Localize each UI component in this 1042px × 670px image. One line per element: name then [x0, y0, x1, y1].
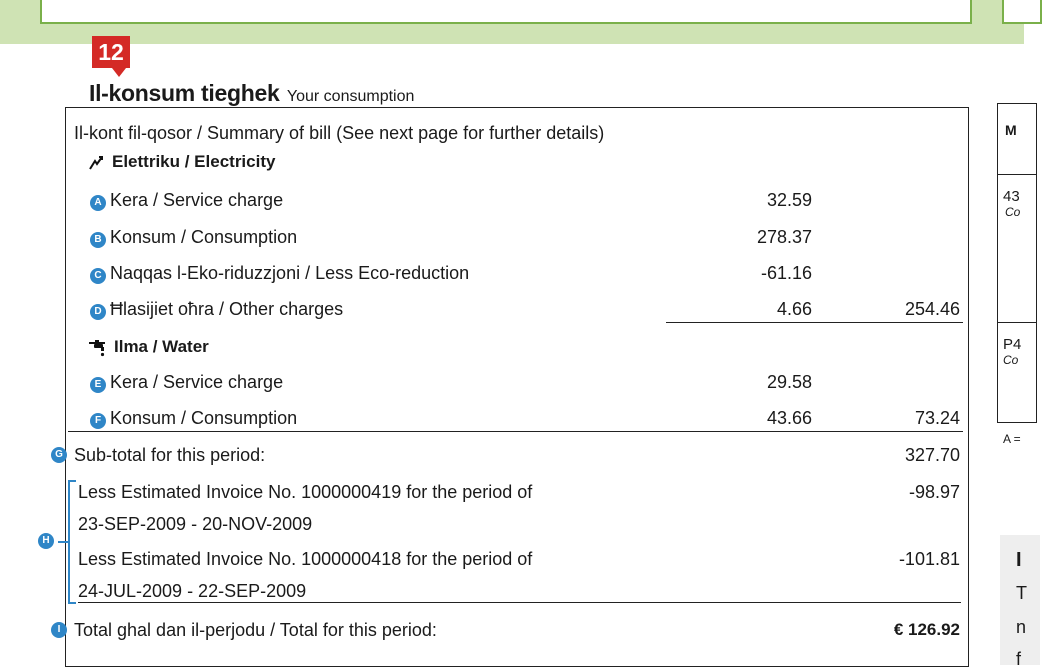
item-label: Ħlasijiet oħra / Other charges	[110, 299, 344, 319]
subtotal-label: Sub-total for this period:	[74, 445, 266, 465]
list-item	[90, 371, 283, 393]
item-amount: 4.66	[776, 299, 812, 319]
estimated-invoice-line: Less Estimated Invoice No. 1000000418 for the period of	[78, 549, 533, 569]
item-amount: 278.37	[756, 227, 812, 247]
item-badge: D	[90, 304, 106, 320]
item-badge: F	[90, 413, 106, 429]
meter-footnote: A =	[1003, 432, 1021, 446]
section-title-english: Your consumption	[286, 88, 415, 105]
item-label: Konsum / Consumption	[110, 227, 298, 247]
estimated-invoices-bracket-tick	[58, 541, 68, 543]
total-amount: € 126.92	[893, 620, 960, 639]
section-title-maltese: Il-konsum tieghek	[89, 80, 280, 106]
item-amount: -61.16	[760, 263, 812, 283]
item-amount: 32.59	[766, 190, 812, 210]
top-panel	[40, 0, 972, 24]
item-label: Kera / Service charge	[110, 372, 284, 392]
estimated-invoice-line: Less Estimated Invoice No. 1000000419 for the period of	[78, 482, 533, 502]
summary-header: Il-kont fil-qosor / Summary of bill (See next page for further details)	[74, 123, 605, 143]
item-label: Kera / Service charge	[110, 190, 284, 210]
water-total: 73.24	[914, 408, 960, 428]
top-panel-right	[1002, 0, 1042, 24]
meter-divider	[997, 174, 1037, 175]
list-item	[90, 407, 297, 429]
divider	[666, 322, 963, 323]
info-aside-line: f	[1016, 649, 1022, 669]
estimated-invoice-period: 23-SEP-2009 - 20-NOV-2009	[78, 514, 313, 534]
item-label: Konsum / Consumption	[110, 408, 298, 428]
section-title	[89, 80, 414, 107]
total-label: Total ghal dan il-perjodu / Total for this period:	[74, 620, 437, 640]
meter-row: P4	[1003, 336, 1022, 353]
electricity-heading	[88, 151, 275, 173]
list-item	[90, 298, 343, 320]
water-heading	[88, 336, 209, 358]
estimated-invoice-amount: -101.81	[898, 549, 960, 569]
meter-header: M	[1005, 122, 1017, 138]
electricity-total: 254.46	[904, 299, 960, 319]
section-number-badge: 12	[92, 36, 130, 68]
item-label: Naqqas l-Eko-riduzzjoni / Less Eco-reduction	[110, 263, 470, 283]
meter-readings-box	[997, 103, 1037, 423]
item-badge: B	[90, 232, 106, 248]
total-badge: I	[51, 622, 67, 638]
item-badge: E	[90, 377, 106, 393]
info-aside	[1000, 535, 1040, 669]
list-item	[90, 226, 297, 248]
list-item	[90, 189, 283, 211]
subtotal-badge: G	[51, 447, 67, 463]
item-amount: 43.66	[766, 408, 812, 428]
list-item	[90, 262, 469, 284]
item-badge: A	[90, 195, 106, 211]
divider	[68, 431, 963, 432]
info-aside-line: n	[1016, 617, 1027, 637]
info-aside-line: T	[1016, 583, 1027, 603]
meter-row-sub: Co	[1003, 353, 1019, 367]
item-amount: 29.58	[766, 372, 812, 392]
water-tap-icon	[88, 339, 106, 357]
lightning-icon	[88, 155, 104, 171]
estimated-invoices-bracket	[68, 480, 76, 604]
water-heading-label: Ilma / Water	[114, 337, 209, 356]
subtotal-amount: 327.70	[904, 445, 960, 465]
estimated-invoices-badge: H	[38, 533, 54, 549]
electricity-heading-label: Elettriku / Electricity	[112, 152, 276, 171]
meter-row-sub: Co	[1005, 205, 1021, 219]
estimated-invoice-period: 24-JUL-2009 - 22-SEP-2009	[78, 581, 307, 601]
item-badge: C	[90, 268, 106, 284]
meter-divider	[997, 322, 1037, 323]
divider	[78, 602, 961, 603]
info-aside-title: I	[1016, 549, 1022, 571]
estimated-invoice-amount: -98.97	[908, 482, 960, 502]
meter-row: 43	[1003, 188, 1020, 205]
